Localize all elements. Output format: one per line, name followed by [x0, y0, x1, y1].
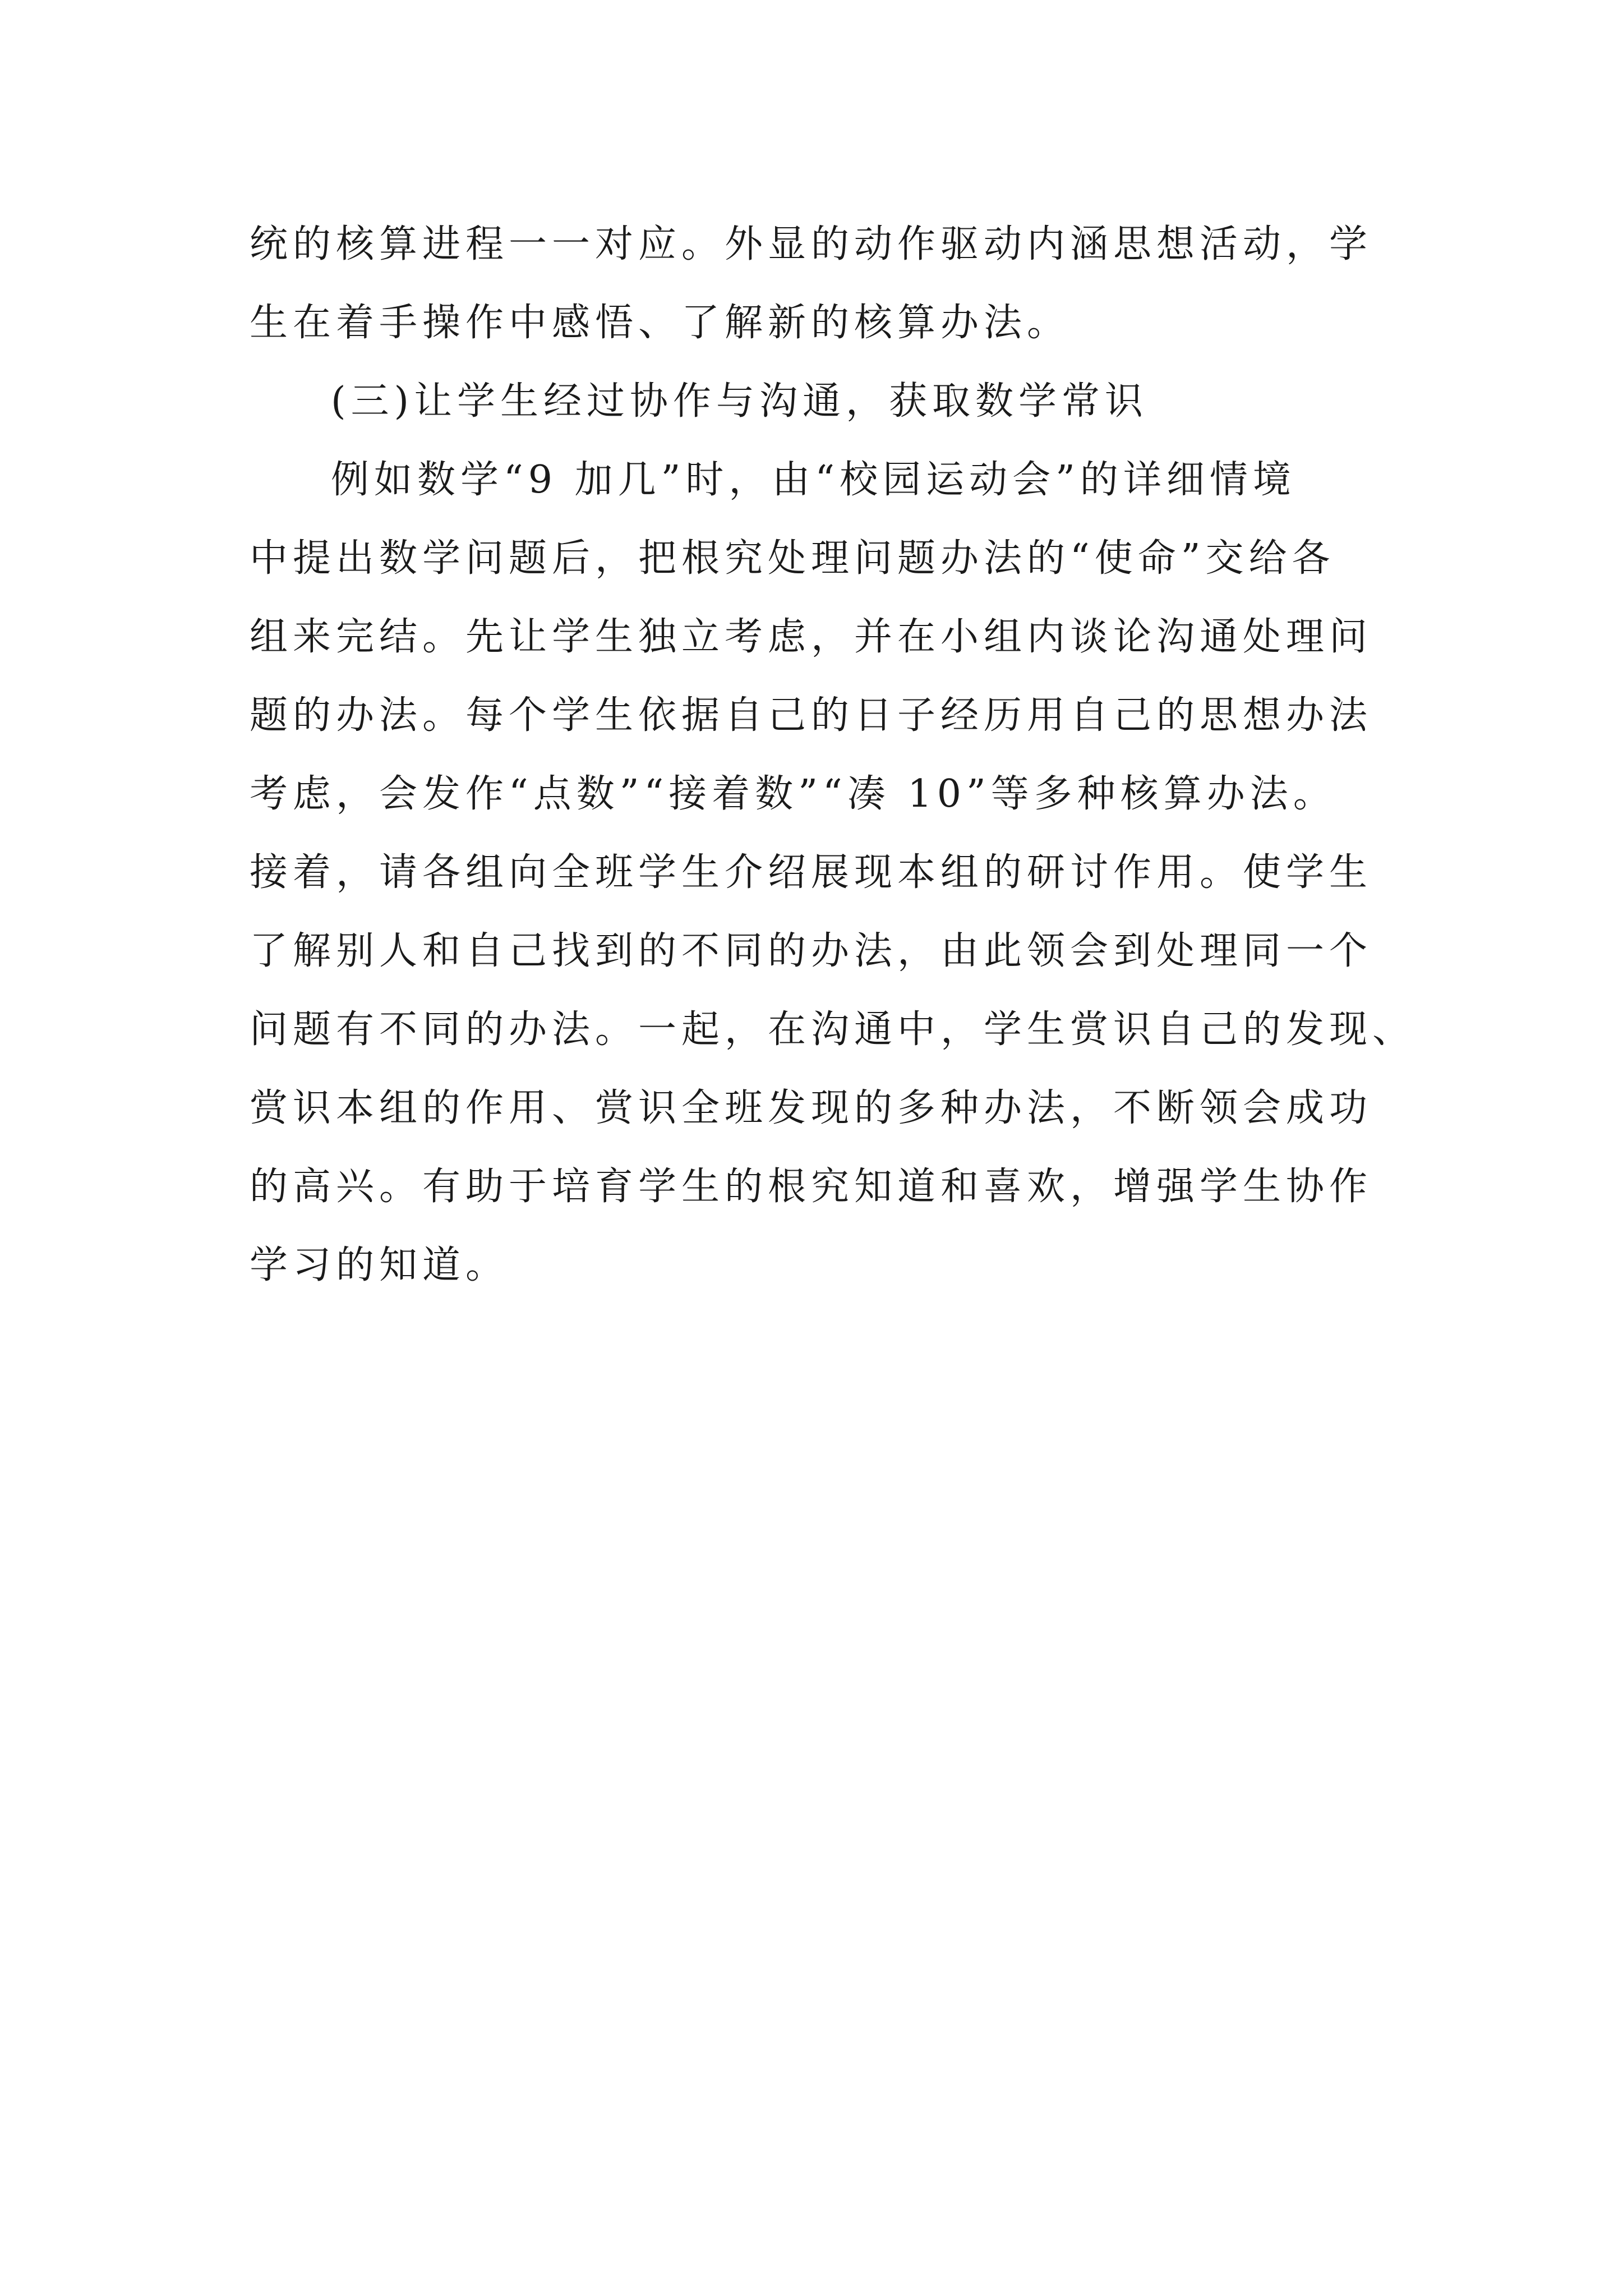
paragraph-continuation-line-1: 统的核算进程一一对应。外显的动作驱动内涵思想活动，学	[250, 222, 1373, 266]
paragraph-line-4: 题的办法。每个学生依据自己的日子经历用自己的思想办法	[250, 693, 1373, 738]
paragraph-line-9: 赏识本组的作用、赏识全班发现的多种办法，不断领会成功	[250, 1086, 1373, 1130]
paragraph-line-10: 的高兴。有助于培育学生的根究知道和喜欢，增强学生协作	[250, 1165, 1373, 1209]
paragraph-line-7: 了解别人和自己找到的不同的办法，由此领会到处理同一个	[250, 929, 1373, 973]
paragraph-line-5: 考虑，会发作“点数”“接着数”“凑 10”等多种核算办法。	[250, 772, 1336, 816]
paragraph-line-8: 问题有不同的办法。一起，在沟通中，学生赏识自己的发现、	[250, 1007, 1416, 1052]
paragraph-continuation-line-2: 生在着手操作中感悟、了解新的核算办法。	[250, 301, 1071, 345]
paragraph-line-1: 例如数学“9 加几”时，由“校园运动会”的详细情境	[331, 458, 1296, 502]
section-heading: (三)让学生经过协作与沟通，获取数学常识	[331, 379, 1149, 424]
paragraph-line-6: 接着，请各组向全班学生介绍展现本组的研讨作用。使学生	[250, 850, 1373, 895]
paragraph-line-3: 组来完结。先让学生独立考虑，并在小组内谈论沟通处理问	[250, 615, 1373, 659]
paragraph-line-2: 中提出数学问题后，把根究处理问题办法的“使命”交给各	[250, 536, 1335, 581]
paragraph-line-11: 学习的知道。	[250, 1243, 509, 1287]
